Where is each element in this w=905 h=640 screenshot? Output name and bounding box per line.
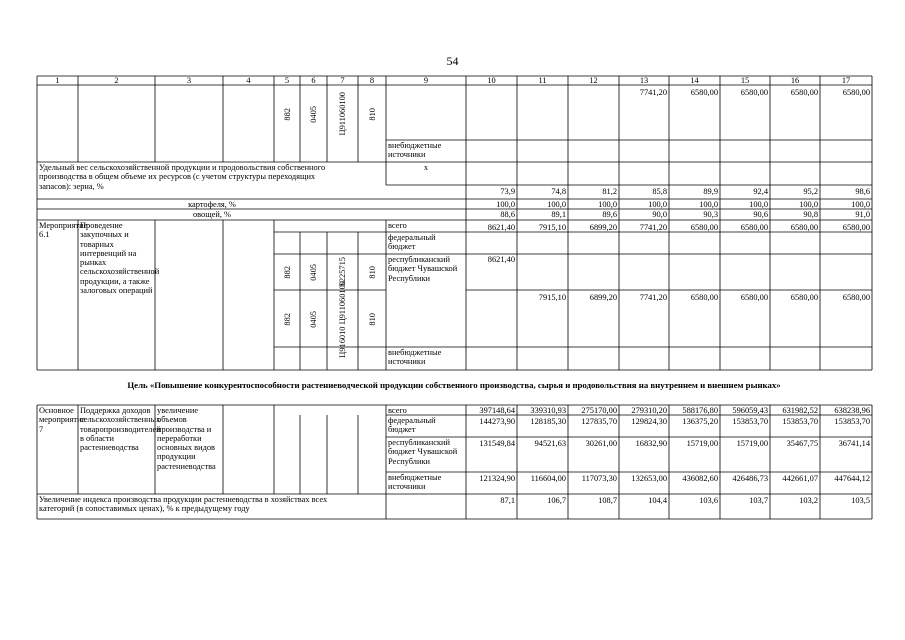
amount: 6899,20 — [589, 293, 617, 302]
amount — [720, 255, 770, 265]
funding-source: республиканский бюджет Чувашской Республики — [388, 438, 458, 466]
goal-heading: Цель «Повышение конкурентоспособности растениеводческой продукции собственного производства, сырья и продовольствия на внутреннем и внешнем рынках» — [127, 380, 781, 390]
column-number: 11 — [538, 76, 547, 85]
budget-code: 5225715 — [338, 257, 347, 287]
indicator-unit: x — [423, 163, 429, 172]
indicator-value: 90,6 — [753, 210, 768, 219]
amount — [517, 255, 568, 265]
amount: 153853,70 — [732, 417, 768, 426]
code-cell — [358, 88, 386, 140]
column-number: 10 — [487, 76, 496, 85]
amount: 129824,30 — [631, 417, 667, 426]
amount: 588176,80 — [682, 406, 718, 415]
amount: 631982,52 — [782, 406, 818, 415]
funding-source: федеральный бюджет — [388, 416, 436, 435]
measure-goal: увеличение объемов производства и переработки основных видов продукции растениеводства — [157, 406, 216, 471]
budget-code: Ц916010 Ц911060100 — [338, 280, 347, 358]
amount: 339310,93 — [530, 406, 566, 415]
indicator-value: 90,3 — [703, 210, 718, 219]
column-number: 7 — [340, 76, 345, 85]
code-cell — [300, 88, 327, 140]
indicator-value: 92,4 — [753, 187, 768, 196]
indicator-value: 106,7 — [547, 496, 566, 505]
budget-code: 882 — [282, 312, 292, 326]
funding-source: республиканский бюджет Чувашской Республики — [388, 255, 458, 283]
amount: 153853,70 — [834, 417, 870, 426]
amount: 94521,63 — [534, 439, 566, 448]
amount: 447644,12 — [834, 474, 870, 483]
budget-code: 882 — [282, 265, 292, 279]
amount: 7741,20 — [639, 88, 667, 97]
amount: 638238,96 — [834, 406, 870, 415]
amount: 7915,10 — [538, 293, 566, 302]
amount: 136375,20 — [682, 417, 718, 426]
amount: 6580,00 — [740, 223, 768, 232]
column-number: 5 — [284, 76, 290, 85]
indicator-label: картофеля, % — [188, 200, 236, 209]
amount — [770, 255, 820, 265]
amount: 8621,40 — [487, 255, 515, 264]
indicator-value: 90,0 — [652, 210, 667, 219]
indicator-value: 108,7 — [598, 496, 617, 505]
budget-code: 0405 — [309, 105, 318, 123]
budget-code: 810 — [367, 107, 377, 121]
column-number: 17 — [841, 76, 851, 85]
amount: 6580,00 — [690, 293, 718, 302]
amount: 442661,07 — [782, 474, 818, 483]
amount — [568, 255, 619, 265]
amount — [466, 293, 517, 303]
amount — [466, 88, 517, 98]
measure-name: Основное мероприятие 7 — [39, 406, 86, 434]
indicator-value: 100,0 — [648, 200, 667, 209]
code-cell — [274, 256, 300, 288]
code-cell — [274, 292, 300, 346]
column-number: 9 — [423, 76, 429, 85]
amount: 132653,00 — [631, 474, 667, 483]
amount: 30261,00 — [585, 439, 617, 448]
amount: 7915,10 — [538, 223, 566, 232]
indicator-value: 89,6 — [602, 210, 617, 219]
code-cell — [300, 292, 327, 346]
measure-name: Мероприятие 6.1 — [39, 221, 88, 240]
indicator-value: 73,9 — [500, 187, 515, 196]
indicator-value: 87,1 — [500, 496, 515, 505]
amount — [669, 255, 720, 265]
amount: 116604,00 — [530, 474, 566, 483]
amount: 7741,20 — [639, 293, 667, 302]
funding-source: внебюджетные источники — [388, 473, 442, 492]
amount — [820, 255, 872, 265]
amount: 6899,20 — [589, 223, 617, 232]
amount: 436082,60 — [682, 474, 718, 483]
amount: 121324,90 — [479, 474, 515, 483]
code-cell — [327, 280, 358, 358]
funding-source: внебюджетные источники — [388, 348, 442, 367]
indicator-value: 89,1 — [551, 210, 566, 219]
column-number: 16 — [790, 76, 800, 85]
budget-code: 810 — [367, 312, 377, 326]
amount: 596059,43 — [732, 406, 768, 415]
indicator-value: 103,2 — [799, 496, 818, 505]
indicator-value: 100,0 — [749, 200, 768, 209]
amount: 7741,20 — [639, 223, 667, 232]
amount — [619, 255, 669, 265]
column-number: 8 — [369, 76, 375, 85]
column-number: 13 — [639, 76, 649, 85]
amount: 117073,30 — [581, 474, 617, 483]
indicator-value: 85,8 — [652, 187, 667, 196]
amount: 127835,70 — [581, 417, 617, 426]
measure-description: Поддержка доходов сельскохозяйственных товаропроизводителей в области растениеводства — [80, 406, 161, 453]
amount: 6580,00 — [690, 88, 718, 97]
amount: 6580,00 — [790, 223, 818, 232]
column-number: 4 — [246, 76, 251, 85]
indicator-value: 98,6 — [855, 187, 870, 196]
indicator-label: Удельный вес сельскохозяйственной продукции и продовольствия собственного производства в общем объеме их ресурсов (с учетом структуры переходящих запасов): зерна, % — [39, 163, 326, 191]
indicator-value: 104,4 — [648, 496, 667, 505]
amount: 6580,00 — [740, 293, 768, 302]
column-number: 6 — [311, 76, 316, 85]
budget-code: 882 — [282, 107, 292, 121]
indicator-value: 100,0 — [547, 200, 566, 209]
amount: 35467,75 — [786, 439, 818, 448]
amount: 6580,00 — [842, 88, 870, 97]
indicator-value: 103,6 — [699, 496, 718, 505]
amount: 15719,00 — [686, 439, 718, 448]
funding-source: федеральный бюджет — [388, 233, 436, 252]
amount: 6580,00 — [740, 88, 768, 97]
code-cell — [274, 88, 300, 140]
amount: 279310,20 — [631, 406, 667, 415]
code-cell — [300, 256, 327, 288]
amount — [568, 88, 619, 98]
indicator-value: 103,5 — [851, 496, 870, 505]
indicator-value: 100,0 — [496, 200, 515, 209]
amount: 36741,14 — [838, 439, 870, 448]
indicator-value: 89,9 — [703, 187, 718, 196]
amount: 275170,00 — [581, 406, 617, 415]
budget-code: 0405 — [309, 310, 318, 328]
amount: 144273,90 — [479, 417, 515, 426]
column-number: 12 — [589, 76, 598, 85]
page-number: 54 — [446, 54, 459, 68]
amount: 16832,90 — [635, 439, 667, 448]
amount: 6580,00 — [842, 223, 870, 232]
amount: 131549,84 — [479, 439, 515, 448]
amount: 15719,00 — [736, 439, 768, 448]
indicator-value: 91,0 — [855, 210, 870, 219]
indicator-value: 100,0 — [699, 200, 718, 209]
budget-code: Ц911060100 — [338, 92, 347, 136]
code-cell — [358, 256, 386, 288]
amount: 6580,00 — [790, 293, 818, 302]
indicator-value: 100,0 — [851, 200, 870, 209]
funding-source: всего — [388, 221, 407, 230]
code-cell — [327, 88, 358, 140]
amount: 6580,00 — [790, 88, 818, 97]
indicator-value: 81,2 — [602, 187, 617, 196]
indicator-value: 88,6 — [500, 210, 515, 219]
indicator-value: 95,2 — [803, 187, 818, 196]
amount: 8621,40 — [487, 223, 515, 232]
code-cell — [358, 292, 386, 346]
indicator-value: 103,7 — [749, 496, 768, 505]
column-number: 1 — [55, 76, 60, 85]
amount — [517, 88, 568, 98]
amount: 128185,30 — [530, 417, 566, 426]
column-number: 3 — [186, 76, 192, 85]
measure-description: Проведение закупочных и товарных интервенций на рынках сельскохозяйственной продукции, а также залоговых операций — [80, 221, 160, 296]
indicator-label: овощей, % — [192, 210, 232, 219]
amount: 6580,00 — [842, 293, 870, 302]
column-number: 14 — [690, 76, 699, 85]
indicator-value: 74,8 — [551, 187, 566, 196]
indicator-value: 100,0 — [799, 200, 818, 209]
amount: 153853,70 — [782, 417, 818, 426]
indicator-label: Увеличение индекса производства продукции растениеводства в хозяйствах всех категорий (в сопоставимых ценах), % к предыдущему году — [39, 495, 328, 514]
column-number: 15 — [740, 76, 750, 85]
amount: 6580,00 — [690, 223, 718, 232]
funding-source: внебюджетные источники — [388, 141, 442, 160]
amount: 397148,64 — [479, 406, 515, 415]
budget-code: 0405 — [309, 263, 318, 281]
indicator-value: 100,0 — [598, 200, 617, 209]
amount: 426486,73 — [732, 474, 768, 483]
indicator-value: 90,8 — [803, 210, 818, 219]
budget-code: 810 — [367, 265, 377, 279]
column-number: 2 — [114, 76, 119, 85]
funding-source: всего — [388, 406, 407, 415]
